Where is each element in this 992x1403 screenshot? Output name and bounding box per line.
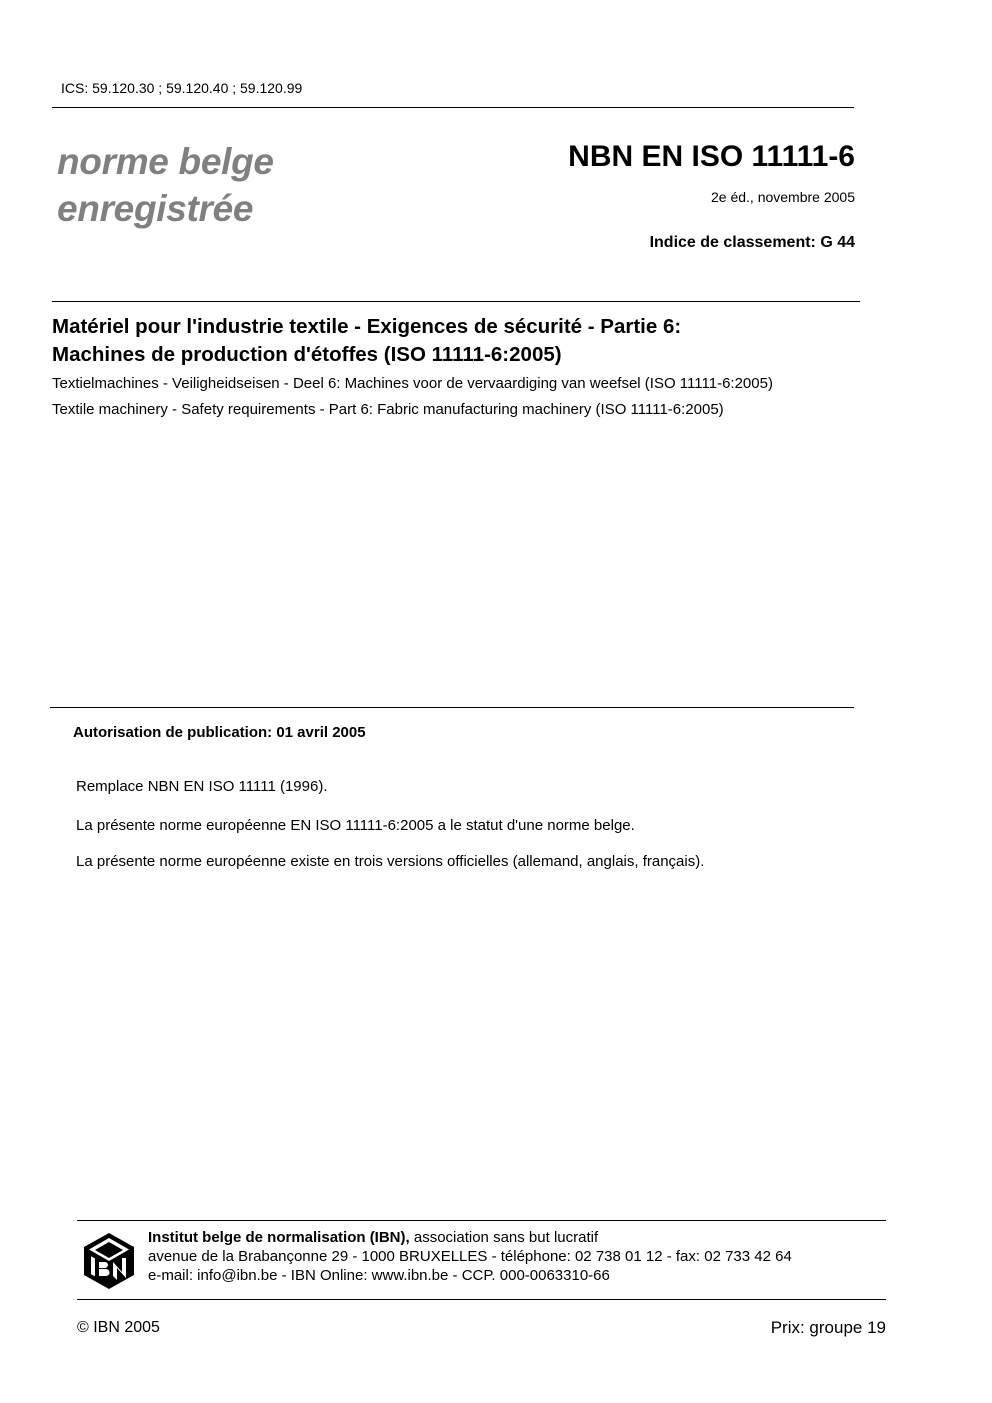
institute-line: [148, 1229, 598, 1246]
title-nl: Textielmachines - Veiligheidseisen - Deel 6: Machines voor de vervaardiging van weefsel (ISO 11111-6:2005): [52, 375, 773, 392]
brand-line-1: norme belge: [57, 141, 274, 182]
versions-note: La présente norme européenne existe en trois versions officielles (allemand, anglais, français).: [76, 853, 705, 870]
copyright: © IBN 2005: [77, 1319, 160, 1336]
title-fr-line-2: Machines de production d'étoffes (ISO 11111-6:2005): [52, 343, 562, 366]
institute-name: Institut belge de normalisation (IBN),: [148, 1229, 410, 1246]
status-note: La présente norme européenne EN ISO 11111-6:2005 a le statut d'une norme belge.: [76, 817, 635, 834]
publication-divider: [50, 707, 854, 708]
edition: 2e éd., novembre 2005: [711, 189, 855, 205]
ics-codes: ICS: 59.120.30 ; 59.120.40 ; 59.120.99: [61, 80, 303, 96]
replaces-note: Remplace NBN EN ISO 11111 (1996).: [76, 778, 328, 795]
institute-contact: e-mail: info@ibn.be - IBN Online: www.ibn.be - CCP. 000-0063310-66: [148, 1267, 610, 1284]
ibn-logo-icon: [83, 1232, 135, 1290]
institute-type: association sans but lucratif: [409, 1229, 599, 1246]
publication-authorisation: Autorisation de publication: 01 avril 2005: [73, 724, 366, 741]
standard-number: NBN EN ISO 11111-6: [568, 140, 855, 173]
title-en: Textile machinery - Safety requirements - Part 6: Fabric manufacturing machinery (ISO 11111-6:2005): [52, 401, 724, 418]
title-fr-line-1: Matériel pour l'industrie textile - Exigences de sécurité - Partie 6:: [52, 315, 682, 338]
header-divider: [52, 107, 854, 108]
title-divider: [52, 301, 860, 302]
institute-address: avenue de la Brabançonne 29 - 1000 BRUXELLES - téléphone: 02 738 01 12 - fax: 02 733 42 64: [148, 1248, 792, 1265]
price-group: Prix: groupe 19: [770, 1318, 886, 1337]
footer-top-divider: [77, 1220, 886, 1221]
brand-line-2: enregistrée: [57, 188, 254, 229]
footer-bottom-divider: [77, 1299, 886, 1300]
classification-index: Indice de classement: G 44: [649, 234, 855, 251]
